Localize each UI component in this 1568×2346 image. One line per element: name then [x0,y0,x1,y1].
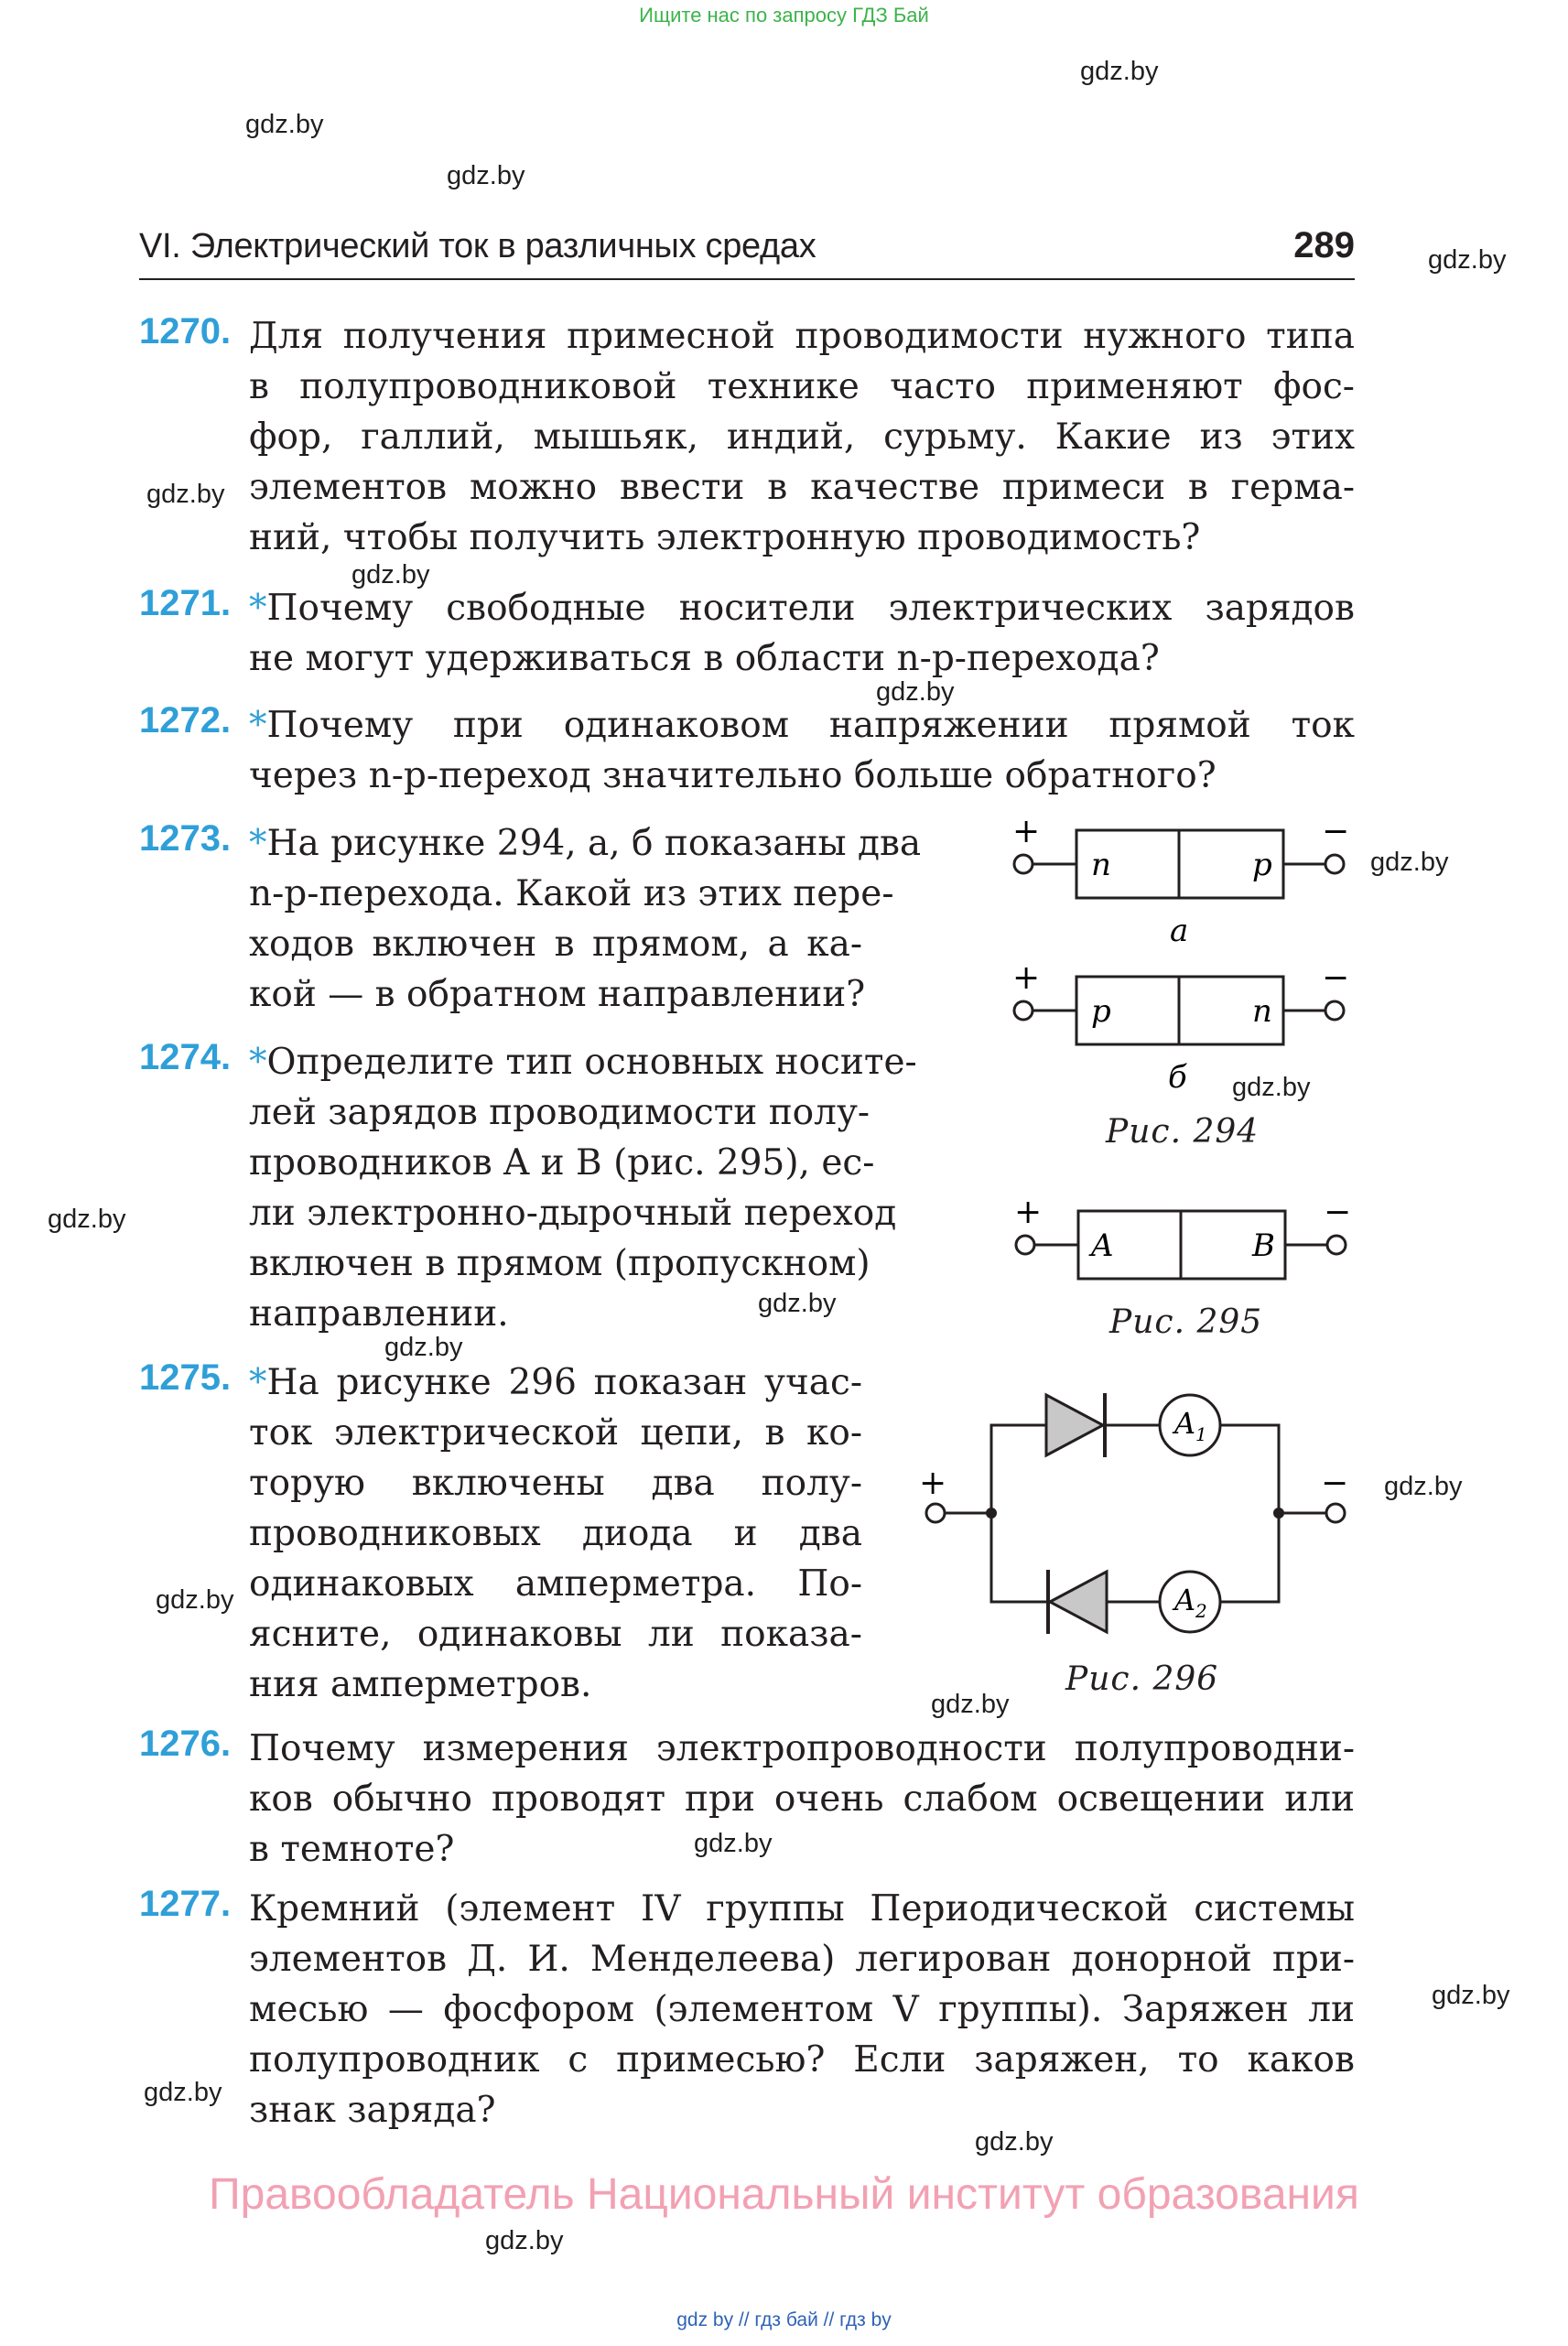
chapter-title: VI. Электрический ток в различных средах [139,227,816,265]
minus-sign: − [1321,1465,1349,1502]
watermark: gdz.by [1232,1073,1311,1102]
figure-caption: Рис. 294 [1106,1113,1260,1151]
terminal-left [1014,855,1033,873]
problem-line: ясните, одинаковы ли показа- [249,1614,862,1655]
problem-line: элементов Д. И. Менделеева) легирован донорной при- [249,1939,1355,1980]
watermark: gdz.by [1428,245,1507,275]
problem-line: ков обычно проводят при очень слабом освещении или [249,1778,1355,1820]
watermark: gdz.by [931,1690,1010,1719]
problem-number: 1276. [139,1724,232,1764]
problem-line: в темноте? [249,1829,455,1870]
problem-line: Кремний (элемент IV группы Периодической системы [249,1888,1355,1930]
problem-line: ния амперметров. [249,1664,592,1705]
terminal-right [1325,855,1344,873]
watermark: gdz.by [1384,1472,1463,1501]
wire [991,1425,1046,1513]
figure-296 [911,1373,1368,1657]
top-banner: Ищите нас по запросу ГДЗ Бай [639,4,929,27]
figure-294b [1003,952,1369,1108]
watermark: gdz.by [876,677,955,707]
subfigure-label: б [1168,1059,1187,1096]
star-marker: * [249,705,267,746]
minus-sign: − [1324,1194,1352,1231]
watermark: gdz.by [351,560,430,589]
terminal-right [1327,1236,1346,1254]
minus-sign: − [1322,813,1350,850]
watermark: gdz.by [146,480,225,509]
problem-line: n-p-перехода. Какой из этих пере- [249,873,894,914]
watermark: gdz.by [1370,848,1449,877]
watermark: gdz.by [245,110,324,139]
problem-line: *На рисунке 294, а, б показаны два [249,823,922,864]
plus-sign: + [1012,813,1041,850]
problem-number: 1271. [139,583,232,623]
terminal-right [1326,1504,1345,1522]
watermark: gdz.by [1432,1981,1510,2010]
region-right-label: p [1252,847,1272,883]
region-left-label: n [1091,847,1111,883]
figure-294a [1003,805,1369,961]
problem-line: месью — фосфором (элементом V группы). Заряжен ли [249,1989,1355,2030]
diode-reverse [1050,1572,1107,1632]
watermark: gdz.by [694,1829,773,1858]
problem-line: включен в прямом (пропускном) [249,1243,871,1284]
watermark: gdz.by [975,2127,1054,2157]
wire [1220,1425,1279,1513]
figure-caption: Рис. 295 [1109,1303,1263,1341]
problem-line: полупроводник с примесью? Если заряжен, то каков [249,2039,1355,2081]
ammeter-1-subscript: 1 [1195,1423,1207,1445]
terminal-left [926,1504,945,1522]
running-header [139,223,1355,280]
region-right-label: B [1252,1227,1275,1264]
problem-number: 1275. [139,1357,232,1398]
problem-line: ли электронно-дырочный переход [249,1193,897,1234]
problem-line: *На рисунке 296 показан учас- [249,1362,862,1403]
wire [991,1513,1046,1602]
problem-line: одинаковых амперметра. По- [249,1563,862,1605]
star-marker: * [249,588,267,629]
watermark: gdz.by [48,1205,126,1234]
plus-sign: + [919,1465,947,1502]
problem-line: направлении. [249,1293,509,1335]
ammeter-2-label: A [1174,1583,1196,1617]
problem-number: 1277. [139,1884,232,1924]
problem-line: *Почему свободные носители электрических зарядов [249,588,1355,629]
region-left-label: p [1091,993,1111,1030]
problem-line: в полупроводниковой технике часто применяют фос- [249,366,1355,407]
subfigure-label: а [1170,913,1189,949]
problem-number: 1273. [139,818,232,859]
problem-line: *Почему при одинаковом напряжении прямой ток [249,705,1355,746]
copyright-footer: Правообладатель Национальный институт образования [209,2170,1359,2219]
minus-sign: − [1322,959,1350,997]
star-marker: * [249,823,267,864]
region-left-label: A [1091,1227,1114,1264]
star-marker: * [249,1362,267,1403]
ammeter-2-subscript: 2 [1195,1600,1207,1622]
watermark: gdz.by [758,1289,837,1318]
problem-line: кой — в обратном направлении? [249,974,866,1015]
diode-forward [1046,1395,1103,1455]
problem-line: через n-p-переход значительно больше обратного? [249,755,1217,796]
figure-295 [1005,1186,1371,1305]
watermark: gdz.by [384,1333,463,1362]
problem-line: проводников A и B (рис. 295), ес- [249,1142,875,1184]
ammeter-1-label: A [1174,1406,1196,1441]
problem-line: элементов можно ввести в качестве примеси в герма- [249,467,1355,508]
watermark: gdz.by [485,2226,564,2255]
plus-sign: + [1012,959,1041,997]
problem-line: лей зарядов проводимости полу- [249,1092,871,1133]
watermark: gdz.by [1080,57,1159,86]
watermark: gdz.by [144,2078,222,2107]
star-marker: * [249,1042,267,1083]
problem-line: ний, чтобы получить электронную проводимость? [249,517,1201,558]
figure-caption: Рис. 296 [1065,1660,1219,1698]
problem-line: *Определите тип основных носите- [249,1042,917,1083]
problem-line: проводниковых диода и два [249,1513,862,1554]
watermark: gdz.by [156,1585,234,1615]
terminal-left [1016,1236,1034,1254]
problem-line: ходов включен в прямом, а ка- [249,924,862,965]
wire [1220,1513,1279,1602]
problem-line: ток электрической цепи, в ко- [249,1412,862,1454]
problem-line: не могут удерживаться в области n-p-перехода? [249,638,1160,679]
bottom-links[interactable]: gdz by // гдз бай // гдз by [676,2309,892,2330]
region-right-label: n [1252,993,1272,1030]
problem-line: фор, галлий, мышьяк, индий, сурьму. Какие из этих [249,416,1355,458]
problem-line: знак заряда? [249,2090,496,2131]
terminal-left [1014,1001,1033,1020]
problem-line: Почему измерения электропроводности полупроводни- [249,1728,1355,1769]
problem-number: 1270. [139,311,232,351]
terminal-right [1325,1001,1344,1020]
problem-number: 1272. [139,700,232,741]
problem-line: Для получения примесной проводимости нужного типа [249,316,1355,357]
page-number: 289 [1293,225,1355,265]
watermark: gdz.by [447,161,525,190]
problem-line: торую включены два полу- [249,1463,862,1504]
plus-sign: + [1014,1194,1043,1231]
problem-number: 1274. [139,1037,232,1077]
